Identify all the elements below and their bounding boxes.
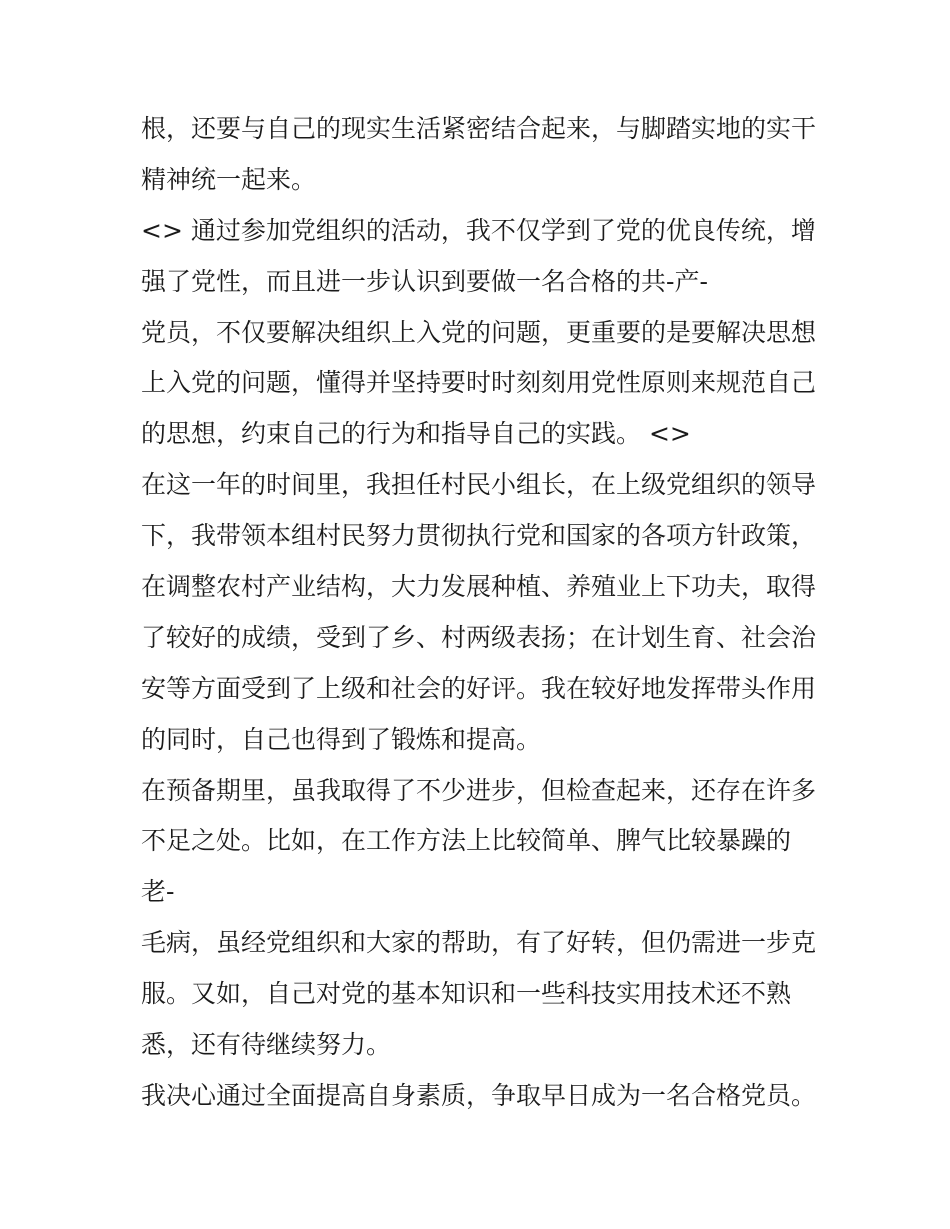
- text-line: 的同时，自己也得到了锻炼和提高。: [141, 724, 542, 754]
- text-line: 上入党的问题，懂得并坚持要时时刻刻用党性原则来规范自己: [141, 368, 817, 398]
- document-text-body: [141, 104, 831, 1122]
- text-line: 服。又如，自己对党的基本知识和一些科技实用技术还不熟: [141, 979, 792, 1009]
- text-line: <> 通过参加党组织的活动，我不仅学到了党的优良传统，增: [141, 215, 816, 245]
- text-line: 悉，还有待继续努力。: [141, 1030, 392, 1060]
- text-line: 在调整农村产业结构，大力发展种植、养殖业上下功夫，取得: [141, 572, 817, 602]
- text-line: 老-: [141, 877, 175, 907]
- text-line: 在这一年的时间里，我担任村民小组长，在上级党组织的领导: [141, 470, 817, 500]
- text-line: 毛病，虽经党组织和大家的帮助，有了好转，但仍需进一步克: [141, 928, 817, 958]
- text-line: 党员，不仅要解决组织上入党的问题，更重要的是要解决思想: [141, 317, 817, 347]
- text-line: 安等方面受到了上级和社会的好评。我在较好地发挥带头作用: [141, 673, 817, 703]
- text-line: 强了党性，而且进一步认识到要做一名合格的共-产-: [141, 266, 708, 296]
- text-line: 下，我带领本组村民努力贯彻执行党和国家的各项方针政策，: [141, 521, 817, 551]
- text-line: 精神统一起来。: [141, 164, 317, 194]
- text-line: 的思想，约束自己的行为和指导自己的实践。 <>: [141, 419, 691, 449]
- text-line: 了较好的成绩，受到了乡、村两级表扬；在计划生育、社会治: [141, 622, 817, 652]
- text-line: 我决心通过全面提高自身素质，争取早日成为一名合格党员。: [141, 1080, 817, 1110]
- text-line: 不足之处。比如，在工作方法上比较简单、脾气比较暴躁的: [141, 826, 792, 856]
- text-line: 根，还要与自己的现实生活紧密结合起来，与脚踏实地的实干: [141, 114, 817, 143]
- text-line: 在预备期里，虽我取得了不少进步，但检查起来，还存在许多: [141, 775, 817, 805]
